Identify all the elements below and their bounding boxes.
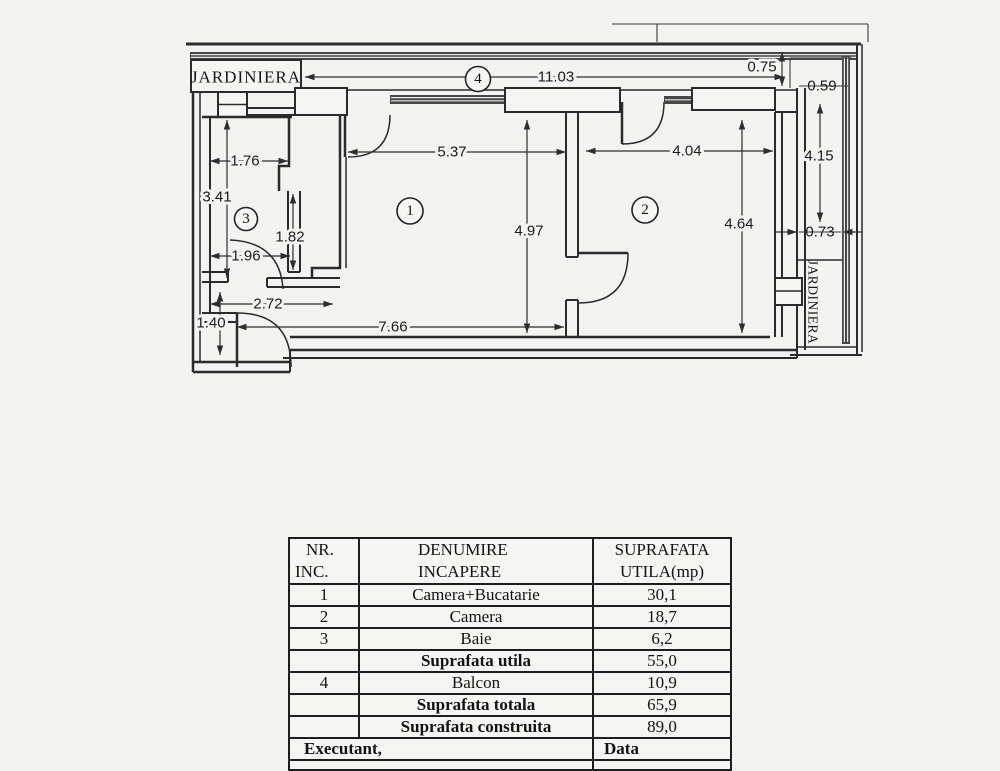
row-area: 30,1 <box>594 585 730 607</box>
dim-bath-w: 1.76 <box>230 152 260 170</box>
dim-top-depth: 0.75 <box>747 58 777 76</box>
row-nr: 4 <box>290 673 360 695</box>
dim-bath-h: 3.41 <box>202 188 232 206</box>
jardiniera-right-label: JARDINIERA <box>805 259 821 345</box>
dim-parapet: 0.59 <box>807 77 837 95</box>
row-area: 10,9 <box>594 673 730 695</box>
row-nr <box>290 651 360 673</box>
room-number-living: 1 <box>406 203 414 219</box>
row-nr <box>290 717 360 739</box>
row-nr: 2 <box>290 607 360 629</box>
row-area: 6,2 <box>594 629 730 651</box>
room-number-bedroom: 2 <box>641 202 649 218</box>
row-area: 18,7 <box>594 607 730 629</box>
dim-closet-h: 1.82 <box>275 228 305 246</box>
window-living <box>390 95 505 104</box>
entrance-door <box>237 313 291 367</box>
dim-bed-h: 4.64 <box>724 215 754 233</box>
table-header-denumire: DENUMIRE INCAPERE <box>360 539 594 585</box>
row-name: Baie <box>360 629 594 651</box>
room-number-balcony: 4 <box>474 71 482 87</box>
table-footer-executant: Executant, <box>290 739 594 761</box>
room-number-bath: 3 <box>242 211 250 227</box>
dim-entry-w: 1.40 <box>196 314 226 332</box>
row-area: 89,0 <box>594 717 730 739</box>
table-partial-row <box>594 761 730 769</box>
row-name-construita: Suprafata construita <box>360 717 594 739</box>
bedroom-door <box>578 253 628 303</box>
wall-top <box>218 88 797 157</box>
table-footer-data: Data <box>594 739 730 761</box>
row-nr: 3 <box>290 629 360 651</box>
wall-bottom <box>193 313 797 372</box>
dim-right-width: 0.73 <box>805 223 835 241</box>
row-name: Camera <box>360 607 594 629</box>
dim-living-h: 4.97 <box>514 222 544 240</box>
table-partial-row <box>290 761 594 769</box>
dim-bath-w2: 1.96 <box>231 247 261 265</box>
table-header-suprafata: SUPRAFATA UTILA(mp) <box>594 539 730 585</box>
partition-wall <box>566 112 628 337</box>
row-name: Balcon <box>360 673 594 695</box>
row-name-total-utila: Suprafata utila <box>360 651 594 673</box>
dim-bottom-span: 7.66 <box>378 318 408 336</box>
table-header-nr: NR. INC. <box>290 539 360 585</box>
balcony-door-living <box>345 115 390 157</box>
window-bedroom <box>664 96 692 104</box>
row-name-total: Suprafata totala <box>360 695 594 717</box>
dim-top-total: 11.03 <box>537 68 575 86</box>
dim-living-w: 5.37 <box>437 143 467 161</box>
row-name: Camera+Bucatarie <box>360 585 594 607</box>
dim-hall-w: 2.72 <box>253 295 283 313</box>
area-table <box>288 537 732 771</box>
dim-bed-w: 4.04 <box>672 142 702 160</box>
row-area: 55,0 <box>594 651 730 673</box>
balcony-door-bedroom <box>622 102 664 144</box>
jardiniera-top-label: JARDINIERA <box>190 67 302 87</box>
row-area: 65,9 <box>594 695 730 717</box>
dim-right-len: 4.15 <box>804 147 834 165</box>
row-nr <box>290 695 360 717</box>
row-nr: 1 <box>290 585 360 607</box>
